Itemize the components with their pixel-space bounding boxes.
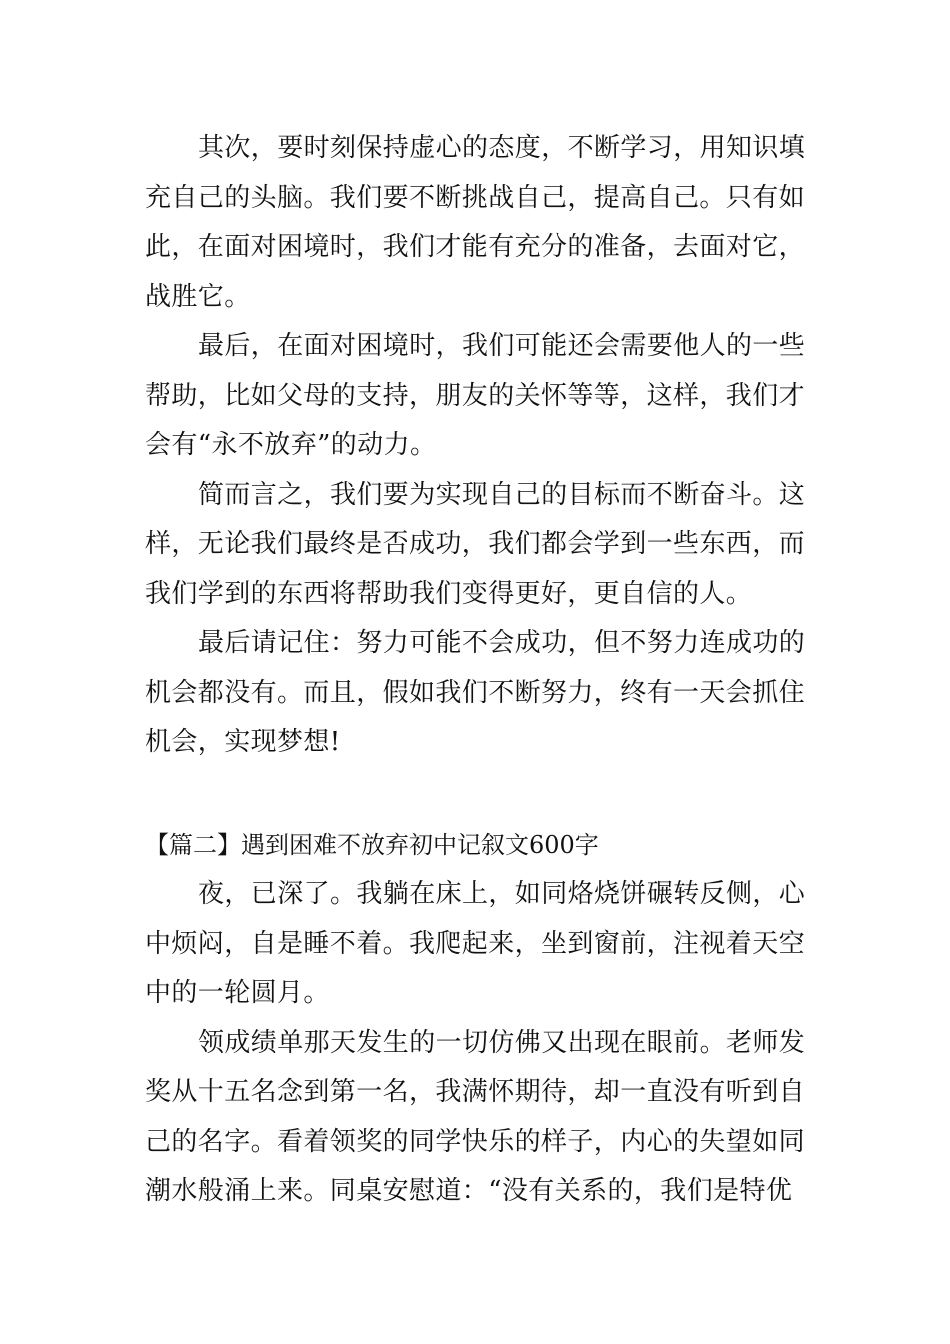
paragraph-line: 充自己的头脑。我们要不断挑战自己，提高自己。只有如 bbox=[145, 182, 806, 213]
paragraph-line: 其次，要时刻保持虚心的态度，不断学习，用知识填 bbox=[198, 133, 806, 163]
paragraph-line: 会有“永不放弃”的动力。 bbox=[145, 430, 437, 460]
paragraph-line: 此，在面对困境时，我们才能有充分的准备，去面对它， bbox=[145, 232, 806, 262]
paragraph-line: 机会都没有。而且，假如我们不断努力，终有一天会抓住 bbox=[145, 677, 806, 708]
paragraph-line: 领成绩单那天发生的一切仿佛又出现在眼前。老师发 bbox=[198, 1027, 806, 1058]
paragraph-line: 中烦闷，自是睡不着。我爬起来，坐到窗前，注视着天空 bbox=[145, 928, 806, 959]
section-heading: 【篇二】遇到困难不放弃初中记叙文600字 bbox=[145, 831, 599, 859]
paragraph-line: 夜，已深了。我躺在床上，如同烙烧饼碾转反侧，心 bbox=[198, 879, 806, 909]
paragraph-line: 最后，在面对困境时，我们可能还会需要他人的一些 bbox=[198, 331, 806, 361]
paragraph-line: 机会，实现梦想! bbox=[145, 727, 341, 757]
paragraph-line: 战胜它。 bbox=[145, 281, 251, 312]
paragraph-line: 样，无论我们最终是否成功，我们都会学到一些东西，而 bbox=[145, 529, 806, 559]
paragraph-line: 中的一轮圆月。 bbox=[145, 978, 330, 1008]
paragraph-line: 最后请记住：努力可能不会成功，但不努力连成功的 bbox=[198, 628, 806, 658]
paragraph-line: 己的名字。看着领奖的同学快乐的样子，内心的失望如同 bbox=[145, 1126, 806, 1157]
essay-part-one bbox=[145, 124, 809, 768]
paragraph-line: 我们学到的东西将帮助我们变得更好，更自信的人。 bbox=[145, 578, 753, 609]
paragraph-line: 简而言之，我们要为实现自己的目标而不断奋斗。这 bbox=[198, 479, 806, 510]
paragraph-line: 奖从十五名念到第一名，我满怀期待，却一直没有听到自 bbox=[145, 1077, 806, 1107]
paragraph-line: 帮助，比如父母的支持，朋友的关怀等等，这样，我们才 bbox=[145, 380, 806, 411]
paragraph-line: 潮水般涌上来。同桌安慰道：“没有关系的，我们是特优 bbox=[145, 1176, 793, 1206]
essay-part-two bbox=[145, 870, 809, 1217]
